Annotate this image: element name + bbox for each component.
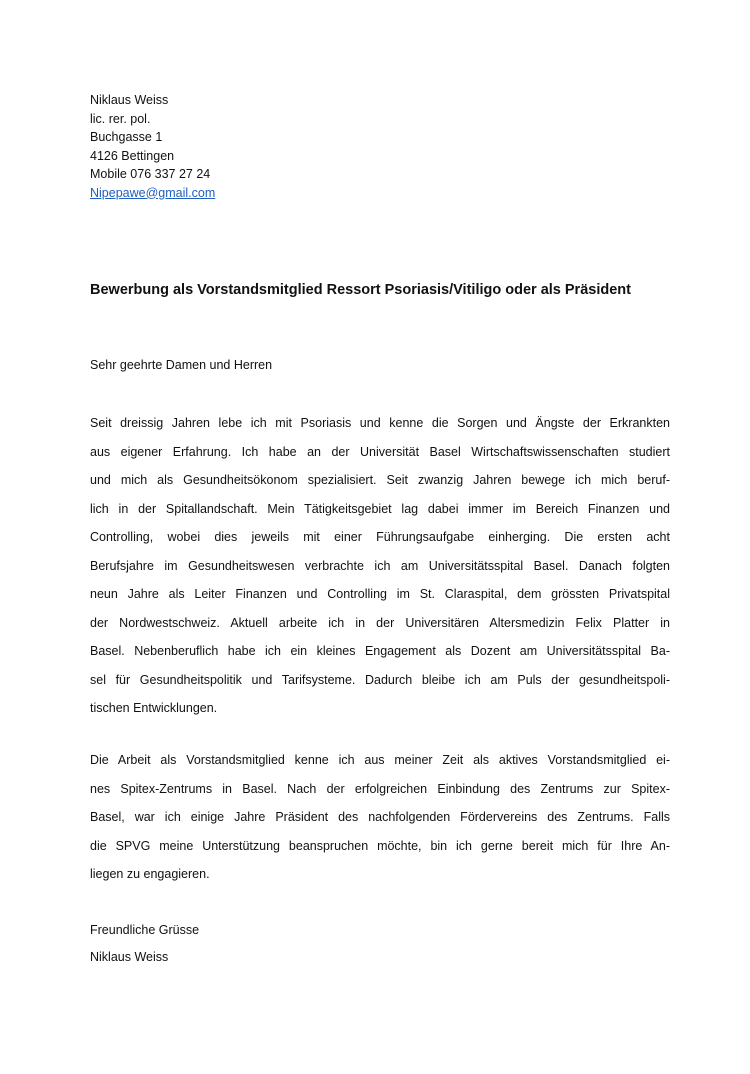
paragraph-line: Seit dreissig Jahren lebe ich mit Psoriasis und kenne die Sorgen und Ängste der Erkrankten: [90, 416, 670, 430]
paragraph-line: aus eigener Erfahrung. Ich habe an der Universität Basel Wirtschaftswissenschaften studiert: [90, 444, 670, 459]
paragraph-line: liegen zu engagieren.: [90, 867, 210, 881]
sender-phone: Mobile 076 337 27 24: [90, 167, 211, 181]
paragraph-line: und mich als Gesundheitsökonom spezialisiert. Seit zwanzig Jahren bewege ich mich beruf-: [90, 473, 670, 487]
sender-email-link[interactable]: Nipepawe@gmail.com: [90, 185, 216, 200]
paragraph-line: Berufsjahre im Gesundheitswesen verbrachte ich am Universitätsspital Basel. Danach folgten: [90, 558, 670, 573]
closing-signature-name: Niklaus Weiss: [90, 950, 169, 964]
sender-address-block: [90, 91, 215, 202]
sender-city: 4126 Bettingen: [90, 148, 175, 163]
sender-title: lic. rer. pol.: [90, 111, 151, 126]
paragraph-line: sel für Gesundheitspolitik und Tarifsysteme. Dadurch bleibe ich am Puls der gesundheitspoli-: [90, 672, 670, 687]
letter-subject: Bewerbung als Vorstandsmitglied Ressort Psoriasis/Vitiligo oder als Präsident: [90, 282, 631, 298]
paragraph-line: nes Spitex-Zentrums in Basel. Nach der erfolgreichen Einbindung des Zentrums zur Spitex-: [90, 781, 670, 796]
paragraph-line: Controlling, wobei dies jeweils mit einer Führungsaufgabe einherging. Die ersten acht: [90, 530, 670, 544]
body-paragraph-2: [90, 746, 670, 889]
closing-greeting: Freundliche Grüsse: [90, 923, 200, 937]
body-paragraph-1: [90, 409, 670, 723]
paragraph-line: lich in der Spitallandschaft. Mein Tätigkeitsgebiet lag dabei immer im Bereich Finanzen und: [90, 501, 670, 516]
paragraph-line: die SPVG meine Unterstützung beanspruchen möchte, bin ich gerne bereit mich für Ihre An-: [90, 838, 670, 853]
paragraph-line: neun Jahre als Leiter Finanzen und Controlling im St. Claraspital, dem grössten Privatspital: [90, 587, 670, 601]
paragraph-line: Die Arbeit als Vorstandsmitglied kenne ich aus meiner Zeit als aktives Vorstandsmitglied ei-: [90, 753, 670, 767]
closing-block: [90, 917, 199, 971]
salutation: Sehr geehrte Damen und Herren: [90, 358, 273, 372]
paragraph-line: tischen Entwicklungen.: [90, 701, 218, 715]
sender-street: Buchgasse 1: [90, 130, 163, 144]
sender-name: Niklaus Weiss: [90, 93, 169, 107]
paragraph-line: der Nordwestschweiz. Aktuell arbeite ich in der Universitären Altersmedizin Felix Platter in: [90, 615, 670, 630]
paragraph-line: Basel, war ich einige Jahre Präsident des nachfolgenden Fördervereins des Zentrums. Falls: [90, 810, 670, 824]
paragraph-line: Basel. Nebenberuflich habe ich ein kleines Engagement als Dozent am Universitätsspital Ba-: [90, 644, 670, 658]
